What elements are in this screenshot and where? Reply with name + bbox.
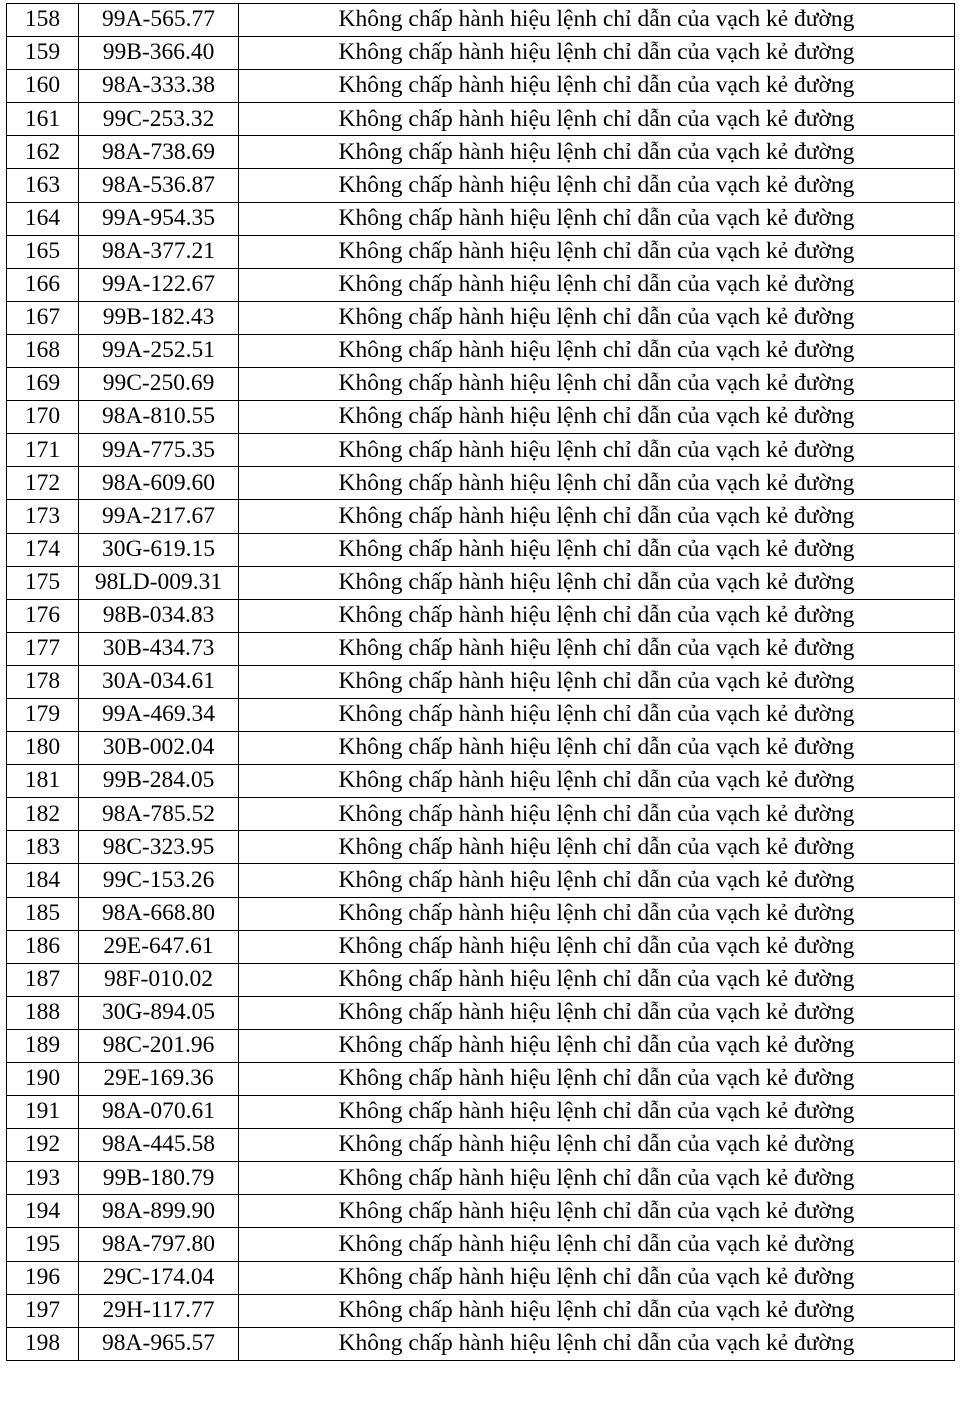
row-number-cell: 195: [7, 1228, 79, 1261]
table-row: [7, 1261, 955, 1294]
violation-description-cell: Không chấp hành hiệu lệnh chỉ dẫn của vạch kẻ đường: [239, 500, 955, 533]
row-number-cell: 159: [7, 37, 79, 70]
table-row: [7, 566, 955, 599]
license-plate-cell: 99C-250.69: [79, 368, 239, 401]
table-row: [7, 136, 955, 169]
table-row: [7, 103, 955, 136]
license-plate-cell: 98A-377.21: [79, 235, 239, 268]
table-row: [7, 4, 955, 37]
violation-description-cell: Không chấp hành hiệu lệnh chỉ dẫn của vạch kẻ đường: [239, 533, 955, 566]
row-number-cell: 198: [7, 1327, 79, 1360]
violations-table: [6, 3, 955, 1361]
license-plate-cell: 99A-122.67: [79, 268, 239, 301]
table-row: [7, 368, 955, 401]
license-plate-cell: 29E-647.61: [79, 930, 239, 963]
violation-description-cell: Không chấp hành hiệu lệnh chỉ dẫn của vạch kẻ đường: [239, 37, 955, 70]
row-number-cell: 179: [7, 698, 79, 731]
violation-description-cell: Không chấp hành hiệu lệnh chỉ dẫn của vạch kẻ đường: [239, 930, 955, 963]
license-plate-cell: 99C-253.32: [79, 103, 239, 136]
license-plate-cell: 30G-619.15: [79, 533, 239, 566]
violation-description-cell: Không chấp hành hiệu lệnh chỉ dẫn của vạch kẻ đường: [239, 897, 955, 930]
violation-description-cell: Không chấp hành hiệu lệnh chỉ dẫn của vạch kẻ đường: [239, 70, 955, 103]
table-row: [7, 434, 955, 467]
row-number-cell: 173: [7, 500, 79, 533]
license-plate-cell: 30A-034.61: [79, 665, 239, 698]
row-number-cell: 161: [7, 103, 79, 136]
table-row: [7, 334, 955, 367]
table-row: [7, 1294, 955, 1327]
row-number-cell: 170: [7, 401, 79, 434]
row-number-cell: 183: [7, 831, 79, 864]
table-row: [7, 500, 955, 533]
table-row: [7, 798, 955, 831]
row-number-cell: 184: [7, 864, 79, 897]
license-plate-cell: 99B-182.43: [79, 301, 239, 334]
row-number-cell: 164: [7, 202, 79, 235]
violation-description-cell: Không chấp hành hiệu lệnh chỉ dẫn của vạch kẻ đường: [239, 268, 955, 301]
violation-description-cell: Không chấp hành hiệu lệnh chỉ dẫn của vạch kẻ đường: [239, 169, 955, 202]
table-row: [7, 235, 955, 268]
license-plate-cell: 99B-366.40: [79, 37, 239, 70]
violation-description-cell: Không chấp hành hiệu lệnh chỉ dẫn của vạch kẻ đường: [239, 1327, 955, 1360]
license-plate-cell: 99C-153.26: [79, 864, 239, 897]
table-row: [7, 1029, 955, 1062]
row-number-cell: 158: [7, 4, 79, 37]
violation-description-cell: Không chấp hành hiệu lệnh chỉ dẫn của vạch kẻ đường: [239, 1162, 955, 1195]
row-number-cell: 180: [7, 732, 79, 765]
row-number-cell: 186: [7, 930, 79, 963]
row-number-cell: 189: [7, 1029, 79, 1062]
table-row: [7, 1162, 955, 1195]
table-row: [7, 996, 955, 1029]
row-number-cell: 178: [7, 665, 79, 698]
row-number-cell: 165: [7, 235, 79, 268]
table-row: [7, 963, 955, 996]
violation-description-cell: Không chấp hành hiệu lệnh chỉ dẫn của vạch kẻ đường: [239, 1129, 955, 1162]
violation-description-cell: Không chấp hành hiệu lệnh chỉ dẫn của vạch kẻ đường: [239, 1029, 955, 1062]
violation-description-cell: Không chấp hành hiệu lệnh chỉ dẫn của vạch kẻ đường: [239, 1195, 955, 1228]
violation-description-cell: Không chấp hành hiệu lệnh chỉ dẫn của vạch kẻ đường: [239, 334, 955, 367]
violation-description-cell: Không chấp hành hiệu lệnh chỉ dẫn của vạch kẻ đường: [239, 1261, 955, 1294]
license-plate-cell: 98LD-009.31: [79, 566, 239, 599]
license-plate-cell: 30B-434.73: [79, 632, 239, 665]
violation-description-cell: Không chấp hành hiệu lệnh chỉ dẫn của vạch kẻ đường: [239, 202, 955, 235]
table-row: [7, 169, 955, 202]
row-number-cell: 196: [7, 1261, 79, 1294]
row-number-cell: 197: [7, 1294, 79, 1327]
row-number-cell: 185: [7, 897, 79, 930]
license-plate-cell: 98A-445.58: [79, 1129, 239, 1162]
row-number-cell: 168: [7, 334, 79, 367]
table-row: [7, 864, 955, 897]
license-plate-cell: 99A-775.35: [79, 434, 239, 467]
violation-description-cell: Không chấp hành hiệu lệnh chỉ dẫn của vạch kẻ đường: [239, 798, 955, 831]
license-plate-cell: 98A-070.61: [79, 1096, 239, 1129]
table-row: [7, 70, 955, 103]
license-plate-cell: 29C-174.04: [79, 1261, 239, 1294]
row-number-cell: 175: [7, 566, 79, 599]
violation-description-cell: Không chấp hành hiệu lệnh chỉ dẫn của vạch kẻ đường: [239, 235, 955, 268]
license-plate-cell: 98F-010.02: [79, 963, 239, 996]
row-number-cell: 177: [7, 632, 79, 665]
license-plate-cell: 99A-217.67: [79, 500, 239, 533]
license-plate-cell: 98A-899.90: [79, 1195, 239, 1228]
license-plate-cell: 98C-201.96: [79, 1029, 239, 1062]
table-row: [7, 1228, 955, 1261]
license-plate-cell: 98A-785.52: [79, 798, 239, 831]
license-plate-cell: 29E-169.36: [79, 1063, 239, 1096]
table-row: [7, 533, 955, 566]
row-number-cell: 188: [7, 996, 79, 1029]
row-number-cell: 160: [7, 70, 79, 103]
license-plate-cell: 98A-609.60: [79, 467, 239, 500]
row-number-cell: 176: [7, 599, 79, 632]
license-plate-cell: 99A-469.34: [79, 698, 239, 731]
table-row: [7, 1063, 955, 1096]
violation-description-cell: Không chấp hành hiệu lệnh chỉ dẫn của vạch kẻ đường: [239, 1228, 955, 1261]
violation-description-cell: Không chấp hành hiệu lệnh chỉ dẫn của vạch kẻ đường: [239, 136, 955, 169]
license-plate-cell: 99A-954.35: [79, 202, 239, 235]
violation-description-cell: Không chấp hành hiệu lệnh chỉ dẫn của vạch kẻ đường: [239, 434, 955, 467]
license-plate-cell: 99B-284.05: [79, 765, 239, 798]
table-row: [7, 665, 955, 698]
violation-description-cell: Không chấp hành hiệu lệnh chỉ dẫn của vạch kẻ đường: [239, 732, 955, 765]
table-row: [7, 765, 955, 798]
table-row: [7, 930, 955, 963]
license-plate-cell: 98A-668.80: [79, 897, 239, 930]
violation-description-cell: Không chấp hành hiệu lệnh chỉ dẫn của vạch kẻ đường: [239, 401, 955, 434]
violation-description-cell: Không chấp hành hiệu lệnh chỉ dẫn của vạch kẻ đường: [239, 831, 955, 864]
violation-description-cell: Không chấp hành hiệu lệnh chỉ dẫn của vạch kẻ đường: [239, 864, 955, 897]
violation-description-cell: Không chấp hành hiệu lệnh chỉ dẫn của vạch kẻ đường: [239, 1063, 955, 1096]
row-number-cell: 166: [7, 268, 79, 301]
violation-description-cell: Không chấp hành hiệu lệnh chỉ dẫn của vạch kẻ đường: [239, 301, 955, 334]
row-number-cell: 174: [7, 533, 79, 566]
table-row: [7, 1096, 955, 1129]
row-number-cell: 171: [7, 434, 79, 467]
violation-description-cell: Không chấp hành hiệu lệnh chỉ dẫn của vạch kẻ đường: [239, 566, 955, 599]
row-number-cell: 193: [7, 1162, 79, 1195]
table-row: [7, 1327, 955, 1360]
table-row: [7, 698, 955, 731]
license-plate-cell: 30G-894.05: [79, 996, 239, 1029]
row-number-cell: 167: [7, 301, 79, 334]
license-plate-cell: 98A-810.55: [79, 401, 239, 434]
table-row: [7, 1195, 955, 1228]
license-plate-cell: 30B-002.04: [79, 732, 239, 765]
row-number-cell: 181: [7, 765, 79, 798]
license-plate-cell: 99A-252.51: [79, 334, 239, 367]
license-plate-cell: 99B-180.79: [79, 1162, 239, 1195]
license-plate-cell: 98A-333.38: [79, 70, 239, 103]
violation-description-cell: Không chấp hành hiệu lệnh chỉ dẫn của vạch kẻ đường: [239, 963, 955, 996]
violation-description-cell: Không chấp hành hiệu lệnh chỉ dẫn của vạch kẻ đường: [239, 665, 955, 698]
violation-description-cell: Không chấp hành hiệu lệnh chỉ dẫn của vạch kẻ đường: [239, 996, 955, 1029]
violation-description-cell: Không chấp hành hiệu lệnh chỉ dẫn của vạch kẻ đường: [239, 698, 955, 731]
row-number-cell: 162: [7, 136, 79, 169]
violation-description-cell: Không chấp hành hiệu lệnh chỉ dẫn của vạch kẻ đường: [239, 599, 955, 632]
violation-description-cell: Không chấp hành hiệu lệnh chỉ dẫn của vạch kẻ đường: [239, 467, 955, 500]
violation-description-cell: Không chấp hành hiệu lệnh chỉ dẫn của vạch kẻ đường: [239, 4, 955, 37]
violation-description-cell: Không chấp hành hiệu lệnh chỉ dẫn của vạch kẻ đường: [239, 1294, 955, 1327]
violation-description-cell: Không chấp hành hiệu lệnh chỉ dẫn của vạch kẻ đường: [239, 368, 955, 401]
table-row: [7, 897, 955, 930]
license-plate-cell: 98B-034.83: [79, 599, 239, 632]
table-row: [7, 732, 955, 765]
row-number-cell: 191: [7, 1096, 79, 1129]
table-row: [7, 599, 955, 632]
row-number-cell: 187: [7, 963, 79, 996]
table-row: [7, 1129, 955, 1162]
violations-table-body: [7, 4, 955, 1361]
row-number-cell: 172: [7, 467, 79, 500]
license-plate-cell: 98A-536.87: [79, 169, 239, 202]
license-plate-cell: 98A-797.80: [79, 1228, 239, 1261]
row-number-cell: 163: [7, 169, 79, 202]
violation-description-cell: Không chấp hành hiệu lệnh chỉ dẫn của vạch kẻ đường: [239, 1096, 955, 1129]
table-row: [7, 268, 955, 301]
table-row: [7, 632, 955, 665]
row-number-cell: 169: [7, 368, 79, 401]
table-row: [7, 831, 955, 864]
license-plate-cell: 99A-565.77: [79, 4, 239, 37]
row-number-cell: 190: [7, 1063, 79, 1096]
table-row: [7, 467, 955, 500]
row-number-cell: 182: [7, 798, 79, 831]
violation-description-cell: Không chấp hành hiệu lệnh chỉ dẫn của vạch kẻ đường: [239, 632, 955, 665]
row-number-cell: 194: [7, 1195, 79, 1228]
violation-description-cell: Không chấp hành hiệu lệnh chỉ dẫn của vạch kẻ đường: [239, 765, 955, 798]
table-row: [7, 401, 955, 434]
violation-description-cell: Không chấp hành hiệu lệnh chỉ dẫn của vạch kẻ đường: [239, 103, 955, 136]
table-row: [7, 37, 955, 70]
table-row: [7, 202, 955, 235]
license-plate-cell: 98C-323.95: [79, 831, 239, 864]
row-number-cell: 192: [7, 1129, 79, 1162]
license-plate-cell: 98A-965.57: [79, 1327, 239, 1360]
license-plate-cell: 98A-738.69: [79, 136, 239, 169]
license-plate-cell: 29H-117.77: [79, 1294, 239, 1327]
table-row: [7, 301, 955, 334]
